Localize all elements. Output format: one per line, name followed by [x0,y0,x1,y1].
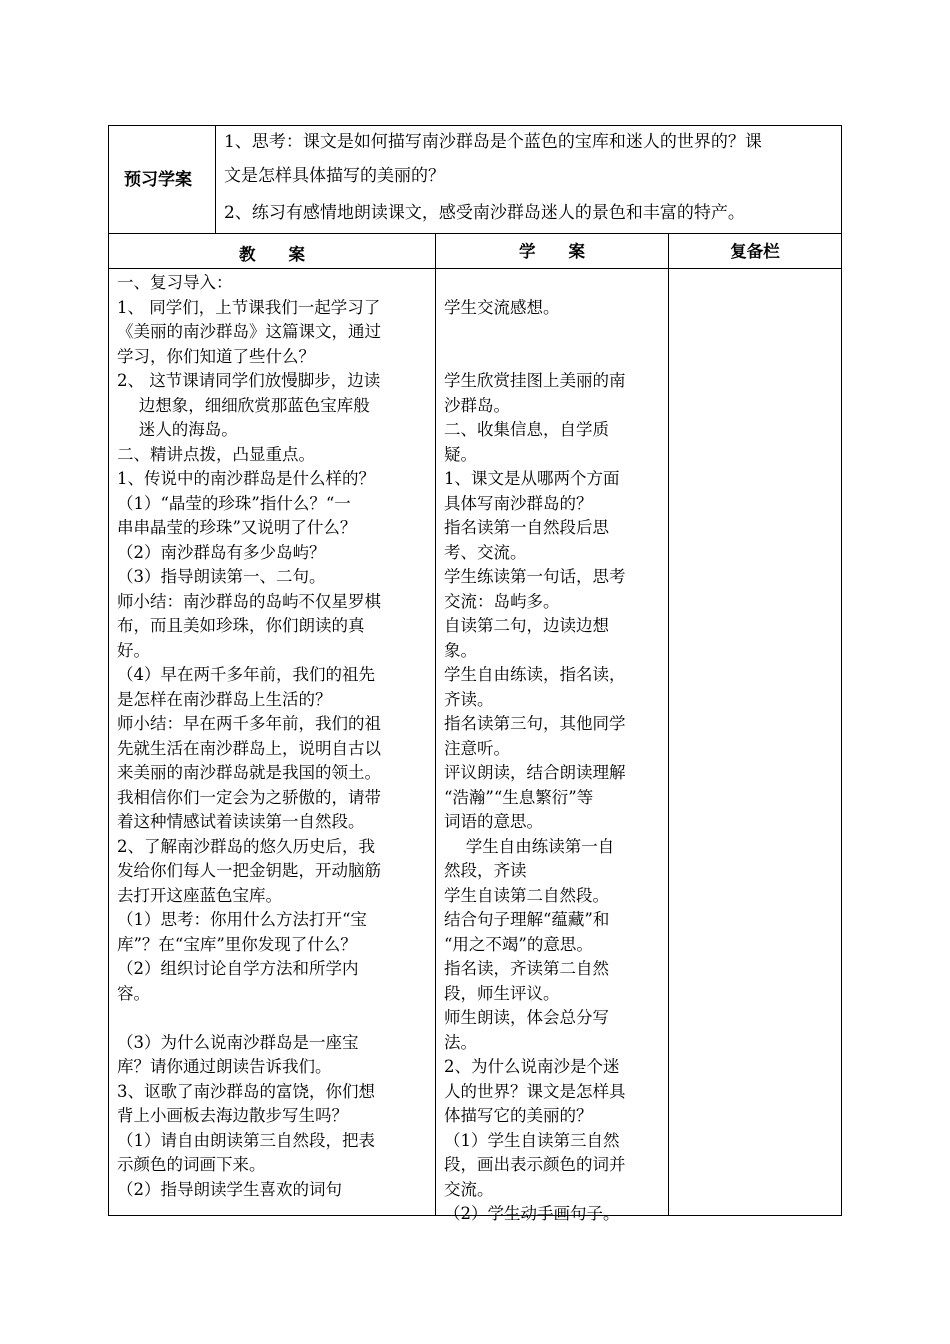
learning-line: 评议朗读，结合朗读理解 [444,763,626,782]
learning-line: 然段，齐读 [444,861,527,880]
learning-line: 学生自由练读第一自 [444,836,615,856]
preview-label-divider [215,125,216,234]
header-review: 复备栏 [730,242,780,261]
learning-line: 2、为什么说南沙是个迷 [444,1057,620,1076]
learning-line: 自读第二句，边读边想 [444,616,609,635]
header-learning: 学 案 [519,242,585,261]
learning-line: 学生交流感想。 [444,297,560,317]
learning-line: 学生自读第二自然段。 [444,885,609,905]
teaching-line: 容。 [117,983,150,1003]
learning-line: 交流：岛屿多。 [444,591,560,611]
learning-line: 学生欣赏挂图上美丽的南 [444,371,626,390]
teaching-line: 库”？在“宝库”里你发现了什么？ [117,934,357,954]
table-border-right [841,125,842,1216]
teaching-line: （2）组织讨论自学方法和所学内 [117,959,359,978]
learning-line [444,320,666,345]
teaching-line: 好。 [117,640,150,660]
learning-line: 交流。 [444,1179,494,1199]
teaching-line: （2）南沙群岛有多少岛屿？ [117,542,326,562]
teaching-line: （1）思考：你用什么方法打开“宝 [117,910,367,929]
learning-line: 学生练读第一句话，思考 [444,567,626,586]
teaching-line: （1）请自由朗读第三自然段，把表 [117,1130,375,1150]
learning-line: 人的世界？课文是怎样具 [444,1081,626,1101]
learning-line: 沙群岛。 [444,395,510,415]
learning-line [444,271,666,296]
teaching-line: 库？请你通过朗读告诉我们。 [117,1057,332,1076]
learning-line: “浩瀚”“生息繁衍”等 [444,787,594,807]
preview-line: 1、思考：课文是如何描写南沙群岛是个蓝色的宝库和迷人的世界的？课 [224,132,762,152]
teaching-line: 背上小画板去海边散步写生吗？ [117,1106,348,1125]
teaching-line: 先就生活在南沙群岛上，说明自古以 [117,738,381,758]
teaching-line: 是怎样在南沙群岛上生活的？ [117,689,332,709]
teaching-line: 串串晶莹的珍珠”又说明了什么？ [117,518,357,537]
preview-label: 预习学案 [124,170,192,190]
learning-line: 师生朗读，体会总分写 [444,1008,609,1027]
learning-line: 指名读第一自然段后思 [444,518,609,537]
learning-line: （2）学生动手画句子。 [444,1204,620,1223]
teaching-column [117,271,431,1202]
teaching-line: 我相信你们一定会为之骄傲的，请带 [117,787,381,807]
teaching-line: 2、了解南沙群岛的悠久历史后，我 [117,836,375,856]
learning-line: 段，师生评议。 [444,983,560,1003]
learning-line: 二、收集信息，自学质 [444,420,609,439]
learning-line: “用之不竭”的意思。 [444,934,593,954]
teaching-line: 师小结：早在两千多年前，我们的祖 [117,714,381,733]
learning-line [444,345,666,370]
teaching-line: （3）为什么说南沙群岛是一座宝 [117,1032,359,1052]
learning-line: 法。 [444,1032,477,1052]
teaching-line: 发给你们每人一把金钥匙，开动脑筋 [117,861,381,880]
teaching-line: 迷人的海岛。 [117,420,238,439]
learning-line: 学生自由练读，指名读， [444,665,626,684]
teaching-line: 边想象，细细欣赏那蓝色宝库般 [117,395,370,415]
teaching-line: 《美丽的南沙群岛》这篇课文，通过 [117,322,381,341]
teaching-line: 3、讴歌了南沙群岛的富饶，你们想 [117,1081,375,1101]
teaching-line: 师小结：南沙群岛的岛屿不仅星罗棋 [117,591,381,611]
learning-line: 考、交流。 [444,542,527,562]
teaching-line: 一、复习导入： [117,273,233,292]
review-column [669,269,841,1215]
learning-line: 指名读第三句，其他同学 [444,714,626,733]
learning-line: （1）学生自读第三自然 [444,1130,620,1150]
teaching-line: （1）“晶莹的珍珠”指什么？“一 [117,493,351,513]
teaching-line: （4）早在两千多年前，我们的祖先 [117,665,375,684]
teaching-line: 1、 同学们，上节课我们一起学习了 [117,297,381,317]
learning-line: 注意听。 [444,738,510,758]
teaching-line: 去打开这座蓝色宝库。 [117,885,282,905]
learning-line: 疑。 [444,444,477,464]
learning-line: 齐读。 [444,689,494,709]
learning-line: 词语的意思。 [444,812,543,831]
learning-line: 体描写它的美丽的？ [444,1106,593,1125]
table-divider-preview [108,233,842,234]
learning-line: 段，画出表示颜色的词并 [444,1155,626,1174]
table-border-left [108,125,109,1216]
teaching-line: 着这种情感试着读读第一自然段。 [117,812,365,831]
preview-line: 文是怎样具体描写的美丽的？ [224,166,445,186]
teaching-line: 示颜色的词画下来。 [117,1155,266,1174]
teaching-line: （2）指导朗读学生喜欢的词句 [117,1179,342,1199]
learning-line: 象。 [444,640,477,660]
teaching-line: （3）指导朗读第一、二句。 [117,567,326,586]
teaching-line: 布，而且美如珍珠，你们朗读的真 [117,616,365,635]
learning-line: 1、课文是从哪两个方面 [444,469,620,488]
learning-column [444,271,666,1227]
teaching-line: 2、 这节课请同学们放慢脚步，边读 [117,371,381,390]
learning-line: 具体写南沙群岛的？ [444,493,593,513]
column-divider-teaching [435,233,436,1216]
teaching-line: 二、精讲点拨，凸显重点。 [117,444,315,464]
teaching-line: 来美丽的南沙群岛就是我国的领土。 [117,763,381,782]
header-teaching: 教 案 [239,245,305,264]
teaching-line [117,1006,431,1031]
learning-line: 结合句子理解“蕴藏”和 [444,910,610,929]
teaching-line: 学习，你们知道了些什么？ [117,346,315,366]
learning-line: 指名读，齐读第二自然 [444,959,609,978]
preview-line: 2、练习有感情地朗读课文，感受南沙群岛迷人的景色和丰富的特产。 [224,203,745,223]
teaching-line: 1、传说中的南沙群岛是什么样的？ [117,469,375,488]
